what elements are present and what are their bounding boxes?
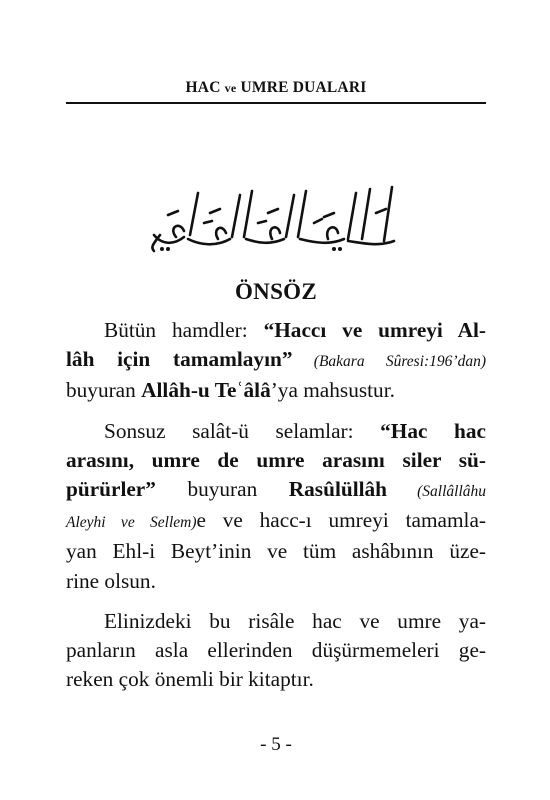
text-line: rine olsun.: [66, 568, 156, 593]
text-line: Sonsuz salât-ü selamlar: “Hac hac: [104, 418, 486, 443]
paragraph-1: [66, 316, 486, 406]
paragraph-3: [66, 607, 486, 695]
text-line: panların asla ellerinden düşürmemeleri ge-: [66, 638, 486, 663]
text-line: arasını, umre de umre arasını siler sü-: [66, 447, 486, 472]
text-line: pürürler” buyuran Rasûlüllâh (Sallâllâhu: [66, 477, 487, 502]
paragraph-2: [66, 417, 486, 596]
text-line: reken çok önemli bir kitaptır.: [66, 667, 314, 692]
page-number: - 5 -: [260, 734, 292, 755]
text-line: Bütün hamdler: “Haccı ve umreyi Al-: [104, 318, 486, 342]
basmala-calligraphy: [148, 183, 402, 253]
text-line: Aleyhi ve Sellem)e ve hacc-ı umreyi tamamla-: [66, 508, 486, 533]
text-line: yan Ehl-i Beyt’inin ve tüm ashâbının üze-: [66, 539, 486, 564]
text-line: Elinizdeki bu risâle hac ve umre ya-: [104, 608, 486, 633]
header-rule: [66, 102, 486, 104]
preface-body: [66, 316, 486, 705]
basmala-calligraphy-drawing: [148, 183, 402, 253]
text-line: lâh için tamamlayın” (Bakara Sûresi:196’dan): [66, 347, 487, 372]
section-title: ÖNSÖZ: [234, 279, 318, 304]
text-line: buyuran Allâh-u Teʿâlâ’ya mahsustur.: [66, 378, 395, 403]
running-header: HAC ve UMRE DUALARI: [185, 79, 367, 96]
